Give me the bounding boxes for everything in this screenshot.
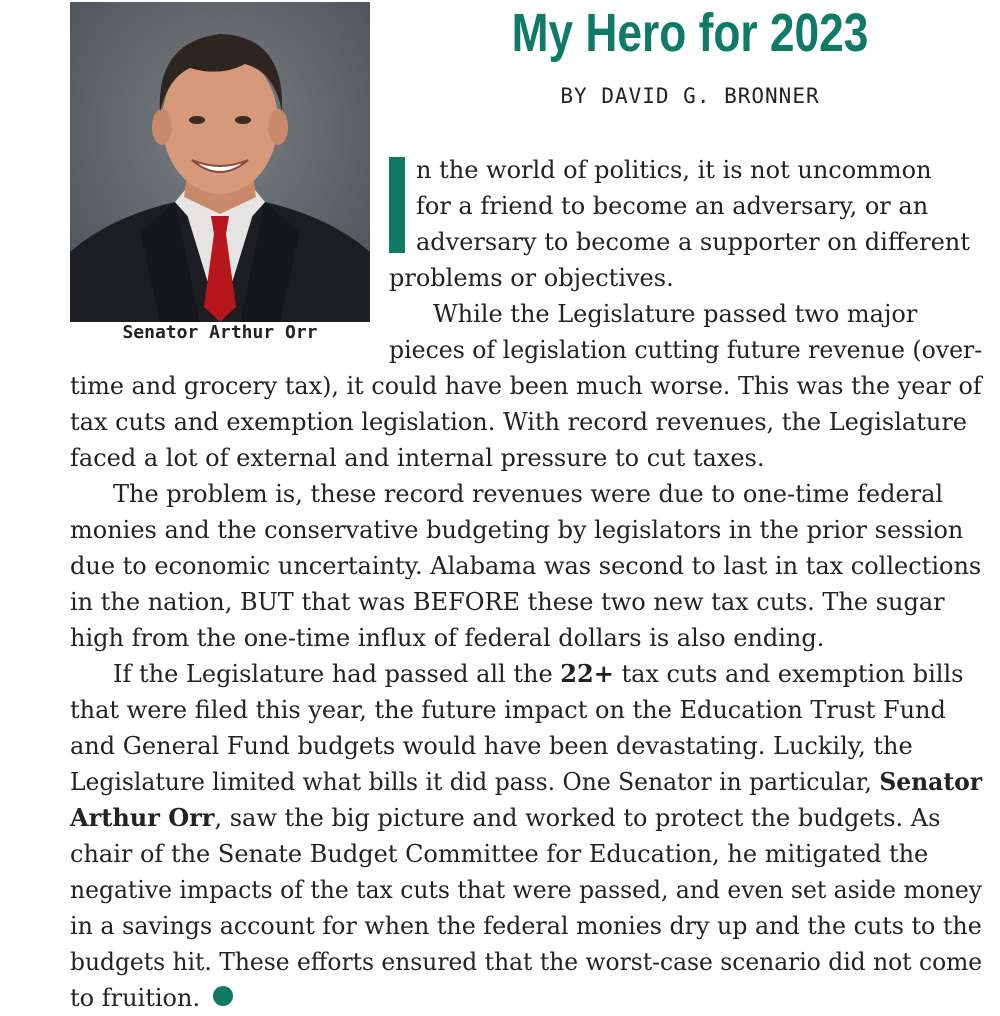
line-text: tax cuts and exemption bills [613, 660, 964, 688]
bold-name: Senator [879, 767, 983, 796]
article-line: to fruition. [70, 984, 201, 1012]
article-line: monies and the conservative budgeting by legislators in the prior session [70, 516, 964, 544]
article-line: tax cuts and exemption legislation. With record revenues, the Legislature [70, 408, 967, 436]
article-line: high from the one-time influx of federal dollars is also ending. [70, 624, 825, 652]
line-text: , saw the big picture and worked to protect the budgets. As [214, 804, 941, 832]
article-line: pieces of legislation cutting future revenue (over- [389, 336, 983, 364]
article-line: that were filed this year, the future impact on the Education Trust Fund [70, 696, 946, 724]
article-line: in a savings account for when the federal monies dry up and the cuts to the [70, 912, 982, 940]
article-byline: BY DAVID G. BRONNER [560, 84, 820, 108]
article-line [70, 764, 982, 800]
article-line: adversary to become a supporter on different [416, 228, 970, 256]
article-line: While the Legislature passed two major [433, 300, 918, 328]
article-line: and General Fund budgets would have been devastating. Luckily, the [70, 732, 913, 760]
bold-name: Arthur Orr [70, 803, 215, 832]
article-line [113, 656, 963, 692]
portrait-image [70, 2, 370, 322]
article-line [70, 800, 940, 836]
article-line: n the world of politics, it is not uncommon [416, 156, 932, 184]
article-line: chair of the Senate Budget Committee for Education, he mitigated the [70, 840, 929, 868]
article-line: budgets hit. These efforts ensured that the worst-case scenario did not come [70, 948, 983, 976]
article-line: faced a lot of external and internal pressure to cut taxes. [70, 444, 765, 472]
article-line: The problem is, these record revenues were due to one-time federal [113, 480, 944, 508]
drop-cap [389, 157, 405, 253]
line-text: Legislature limited what bills it did pass. One Senator in particular, [70, 768, 880, 796]
article-line: due to economic uncertainty. Alabama was second to last in tax collections [70, 552, 982, 580]
photo-caption: Senator Arthur Orr [122, 322, 318, 343]
article-line: in the nation, BUT that was BEFORE these two new tax cuts. The sugar [70, 588, 945, 616]
line-text: If the Legislature had passed all the [113, 660, 561, 688]
bold-count: 22+ [560, 659, 614, 688]
senator-photo [70, 2, 370, 322]
article-line: time and grocery tax), it could have been much worse. This was the year of [70, 372, 982, 400]
article-line: negative impacts of the tax cuts that were passed, and even set aside money [70, 876, 983, 904]
article-line: problems or objectives. [389, 264, 674, 292]
article-headline: My Hero for 2023 [511, 3, 869, 63]
end-of-article-icon [213, 986, 233, 1006]
article-line: for a friend to become an adversary, or an [416, 192, 929, 220]
